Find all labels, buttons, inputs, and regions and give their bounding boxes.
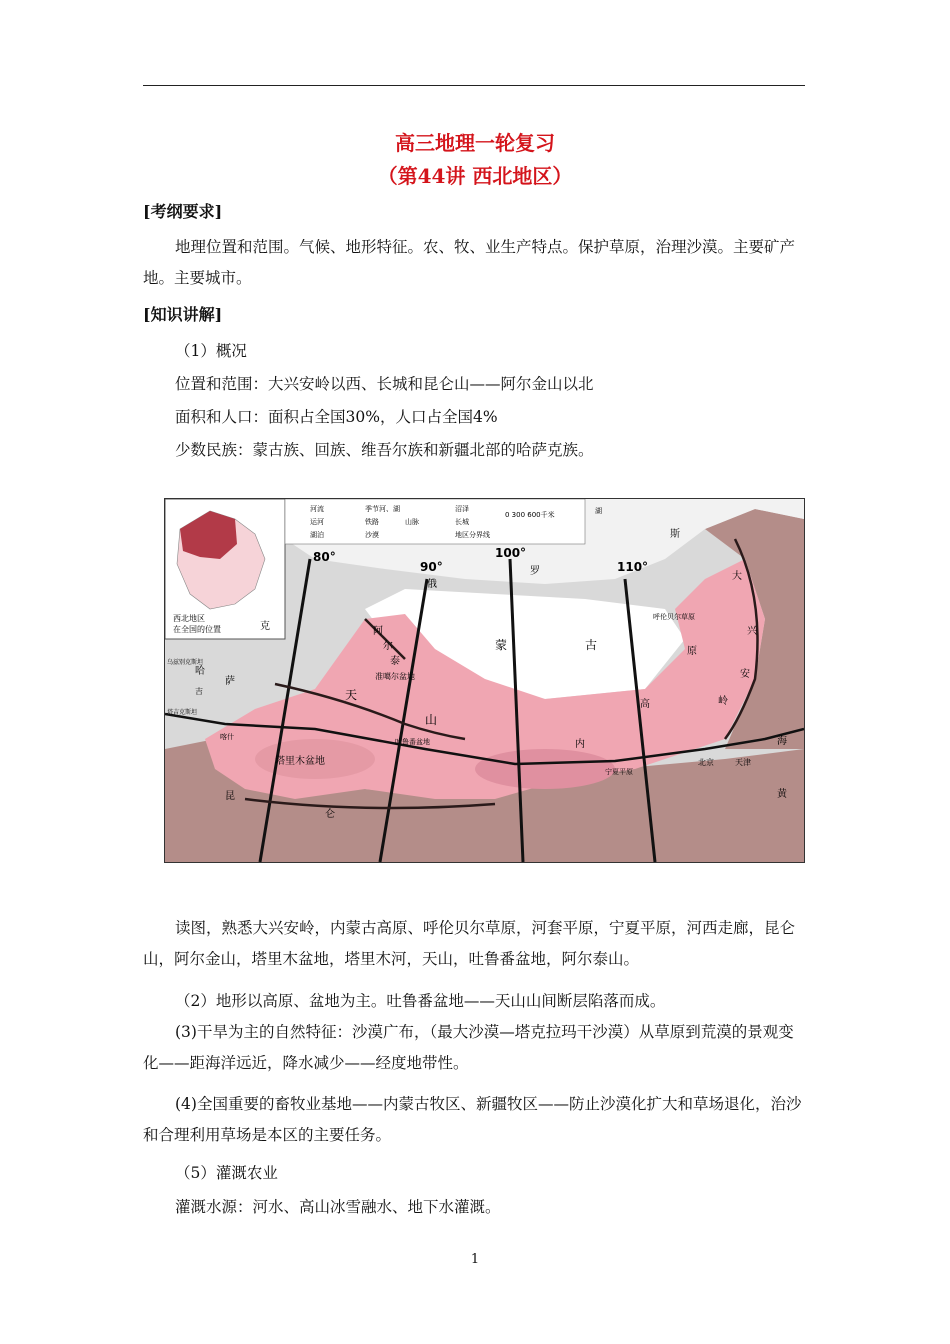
knowledge-heading: [知识讲解]	[143, 305, 223, 324]
lon-80-label: 80°	[313, 550, 336, 564]
label-ha: 哈	[195, 666, 205, 677]
legend-great-wall: 长城	[455, 518, 469, 526]
lon-110-label: 110°	[617, 560, 649, 574]
overview-ethnic: 少数民族：蒙古族、回族、维吾尔族和新疆北部的哈萨克族。	[175, 441, 594, 459]
label-tajikistan: 塔吉克斯坦	[167, 709, 198, 716]
alxa-desert	[475, 749, 615, 789]
label-beijing: 北京	[698, 758, 714, 767]
lon-100-label: 100°	[495, 546, 527, 560]
label-lun: 仑	[325, 809, 335, 820]
label-da: 大	[732, 571, 742, 582]
irrigation-heading: （5）灌溉农业	[175, 1164, 278, 1182]
label-sa: 萨	[225, 676, 235, 687]
label-tai: 泰	[390, 656, 400, 667]
label-luo: 罗	[530, 566, 540, 577]
label-a: 阿	[373, 626, 383, 637]
label-gu: 古	[585, 638, 598, 652]
label-hai: 海	[777, 736, 787, 747]
read-map-paragraph: 读图，熟悉大兴安岭，内蒙古高原、呼伦贝尔草原，河套平原，宁夏平原，河西走廊，昆仑山，阿尔金山，塔里木盆地，塔里木河，天山，吐鲁番盆地，阿尔泰山。	[143, 919, 796, 968]
label-tarim: 塔里木盆地	[275, 756, 325, 767]
label-ningxia: 宁夏平原	[605, 768, 633, 776]
legend-mountain: 山脉	[405, 518, 419, 526]
livestock-paragraph: (4)全国重要的畜牧业基地——内蒙古牧区、新疆牧区——防止沙漠化扩大和草场退化，治沙和合理利用草场是本区的主要任务。	[143, 1095, 802, 1144]
page-number: 1	[470, 1252, 480, 1267]
label-meng: 蒙	[495, 638, 508, 652]
legend-scale: 0 300 600千米	[505, 511, 555, 519]
label-ling: 岭	[718, 696, 728, 707]
label-nei: 内	[575, 739, 585, 750]
label-ji: 吉	[195, 687, 203, 696]
label-hulunbuir: 呼伦贝尔草原	[653, 613, 695, 621]
label-kun: 昆	[225, 791, 235, 802]
terrain-paragraph: （2）地形以高原、盆地为主。吐鲁番盆地——天山山间断层陷落而成。	[175, 992, 666, 1010]
label-an: 安	[740, 669, 750, 680]
syllabus-text: 地理位置和范围。气候、地形特征。农、牧、业生产特点。保护草原，治理沙漠。主要矿产地。主要城市。	[143, 238, 796, 287]
arid-paragraph: (3)干旱为主的自然特征：沙漠广布，（最大沙漠—塔克拉玛干沙漠）从草原到荒漠的景观变化——距海洋远近，降水减少——经度地带性。	[143, 1023, 794, 1072]
label-kashi: 喀什	[220, 733, 234, 741]
label-tianjin: 天津	[735, 758, 751, 767]
overview-heading: （1）概况	[175, 342, 247, 360]
lon-90-label: 90°	[420, 560, 443, 574]
legend-lake: 湖泊	[310, 531, 324, 539]
map-legend	[285, 499, 585, 544]
label-huang: 黄	[777, 789, 787, 800]
label-gao: 高	[640, 699, 650, 710]
legend-river: 河流	[310, 505, 324, 513]
label-ke: 克	[260, 621, 270, 632]
label-yuan: 原	[687, 646, 697, 657]
label-e: 俄	[427, 579, 437, 590]
legend-desert: 沙漠	[365, 531, 379, 539]
legend-swamp: 沼泽	[455, 505, 469, 513]
overview-area-population: 面积和人口：面积占全国30%，人口占全国4%	[175, 408, 498, 426]
inset-caption-2: 在全国的位置	[173, 625, 221, 634]
label-shan: 山	[425, 713, 438, 727]
overview-location: 位置和范围：大兴安岭以西、长城和昆仑山——阿尔金山以北	[175, 375, 594, 393]
map-svg	[165, 499, 804, 862]
label-tian: 天	[345, 688, 358, 702]
legend-canal: 运河	[310, 518, 324, 526]
label-xing: 兴	[747, 626, 757, 637]
legend-seasonal: 季节河、湖	[365, 505, 400, 513]
label-tuhua: 吐鲁番盆地	[395, 738, 430, 746]
page-title: 高三地理一轮复习	[395, 131, 555, 155]
legend-railway: 铁路	[365, 518, 379, 526]
header-rule	[143, 85, 805, 86]
irrigation-source: 灌溉水源：河水、高山冰雪融水、地下水灌溉。	[175, 1198, 501, 1216]
label-er: 尔	[383, 641, 393, 652]
label-uzbekistan: 乌兹别克斯坦	[167, 659, 204, 666]
legend-boundary: 地区分界线	[455, 531, 490, 539]
label-lake: 湖	[595, 507, 602, 515]
label-si: 斯	[670, 529, 680, 540]
inset-caption-1: 西北地区	[173, 614, 205, 623]
syllabus-heading: [考纲要求]	[143, 202, 223, 221]
label-junggar: 准噶尔盆地	[375, 672, 415, 681]
page-subtitle: （第44讲 西北地区）	[377, 164, 573, 188]
northwest-region-map	[164, 498, 805, 863]
